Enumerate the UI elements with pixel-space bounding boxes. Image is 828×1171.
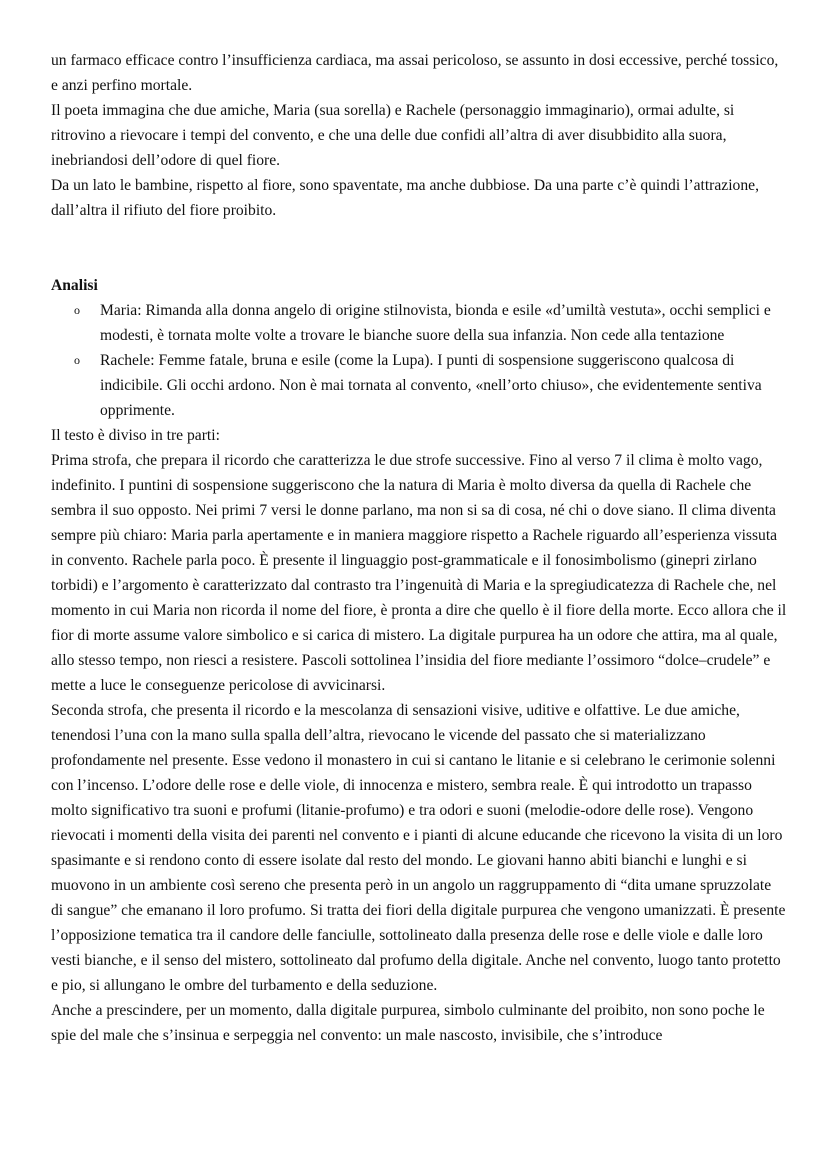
list-item-text: Maria: Rimanda alla donna angelo di origine stilnovista, bionda e esile «d’umiltà vestuta», occhi semplici e modesti, è tornata molte volte a trovare le bianche suore della sua infanzia. Non cede alla tentazione bbox=[100, 302, 771, 344]
character-list bbox=[51, 298, 787, 423]
paragraph-seconda-strofa: Seconda strofa, che presenta il ricordo e la mescolanza di sensazioni visive, uditive e olfattive. Le due amiche, tenendosi l’una con la mano sulla spalla dell’altra, rievocano le vicende del passato che si materializzano profondamente nel presente. Esse vedono il monastero in cui si cantano le litanie e si celebrano le cerimonie solenni con l’incenso. L’odore delle rose e delle viole, di innocenza e mistero, sembra reale. È qui introdotto un trapasso molto significativo tra suoni e profumi (litanie-profumo) e tra odori e suoni (melodie-odore delle rose). Vengono rievocati i momenti della visita dei parenti nel convento e i pianti di alcune educande che ricevono la visita di un loro spasimante e si rendono conto di essere isolate dal resto del mondo. Le giovani hanno abiti bianchi e lunghi e si muovono in un ambiente così sereno che presenta però in un angolo un raggruppamento di “dita umane spruzzolate di sangue” che emanano il loro profumo. Si tratta dei fiori della digitale purpurea che vengono umanizzati. È presente l’opposizione tematica tra il candore delle fanciulle, sottolineato dalla presenza delle rose e delle viole e dalle loro vesti bianche, e il senso del mistero, sottolineato dal profumo della digitale. Anche nel convento, luogo tanto protetto e pio, si allungano le ombre del turbamento e della seduzione. bbox=[51, 702, 786, 994]
list-item-rachele bbox=[74, 348, 787, 423]
paragraph-intro-3: Da un lato le bambine, rispetto al fiore, sono spaventate, ma anche dubbiose. Da una parte c’è quindi l’attrazione, dall’altra il rifiuto del fiore proibito. bbox=[51, 177, 759, 219]
section-heading-analisi: Analisi bbox=[51, 277, 98, 294]
list-item-text: Rachele: Femme fatale, bruna e esile (come la Lupa). I punti di sospensione suggeriscono qualcosa di indicibile. Gli occhi ardono. Non è mai tornata al convento, «nell’orto chiuso», che evidentemente sentiva opprimente. bbox=[100, 352, 762, 419]
hollow-bullet-icon: o bbox=[74, 353, 80, 367]
document-page bbox=[51, 48, 787, 1048]
hollow-bullet-icon: o bbox=[74, 303, 80, 317]
list-item-maria bbox=[74, 298, 787, 348]
paragraph-intro-2: Il poeta immagina che due amiche, Maria (sua sorella) e Rachele (personaggio immaginario), ormai adulte, si ritrovino a rievocare i tempi del convento, e che una delle due confidi all’altra di aver disubbidito alla suora, inebriandosi dell’odore di quel fiore. bbox=[51, 102, 735, 169]
paragraph-structure: Il testo è diviso in tre parti: bbox=[51, 427, 220, 444]
section-spacer bbox=[51, 223, 787, 273]
paragraph-continuation: Anche a prescindere, per un momento, dalla digitale purpurea, simbolo culminante del proibito, non sono poche le spie del male che s’insinua e serpeggia nel convento: un male nascosto, invisibile, che s’introduce bbox=[51, 1002, 765, 1044]
paragraph-intro-1: un farmaco efficace contro l’insufficienza cardiaca, ma assai pericoloso, se assunto in dosi eccessive, perché tossico, e anzi perfino mortale. bbox=[51, 52, 779, 94]
paragraph-prima-strofa: Prima strofa, che prepara il ricordo che caratterizza le due strofe successive. Fino al verso 7 il clima è molto vago, indefinito. I puntini di sospensione suggeriscono che la natura di Maria è molto diversa da quella di Rachele che sembra il suo opposto. Nei primi 7 versi le donne parlano, ma non si sa di cosa, né chi o dove siano. Il clima diventa sempre più chiaro: Maria parla apertamente e in maniera maggiore rispetto a Rachele riguardo all’esperienza vissuta in convento. Rachele parla poco. È presente il linguaggio post-grammaticale e il fonosimbolismo (ginepri zirlano torbidi) e l’argomento è caratterizzato dal contrasto tra l’ingenuità di Maria e la spregiudicatezza di Rachele che, nel momento in cui Maria non ricorda il nome del fiore, è pronta a dire che quello è il fiore della morte. Ecco allora che il fior di morte assume valore simbolico e si carica di mistero. La digitale purpurea ha un odore che attira, ma al quale, allo stesso tempo, non riesci a resistere. Pascoli sottolinea l’insidia del fiore mediante l’ossimoro “dolce–crudele” e mette a luce le conseguenze pericolose di avvicinarsi. bbox=[51, 452, 787, 694]
